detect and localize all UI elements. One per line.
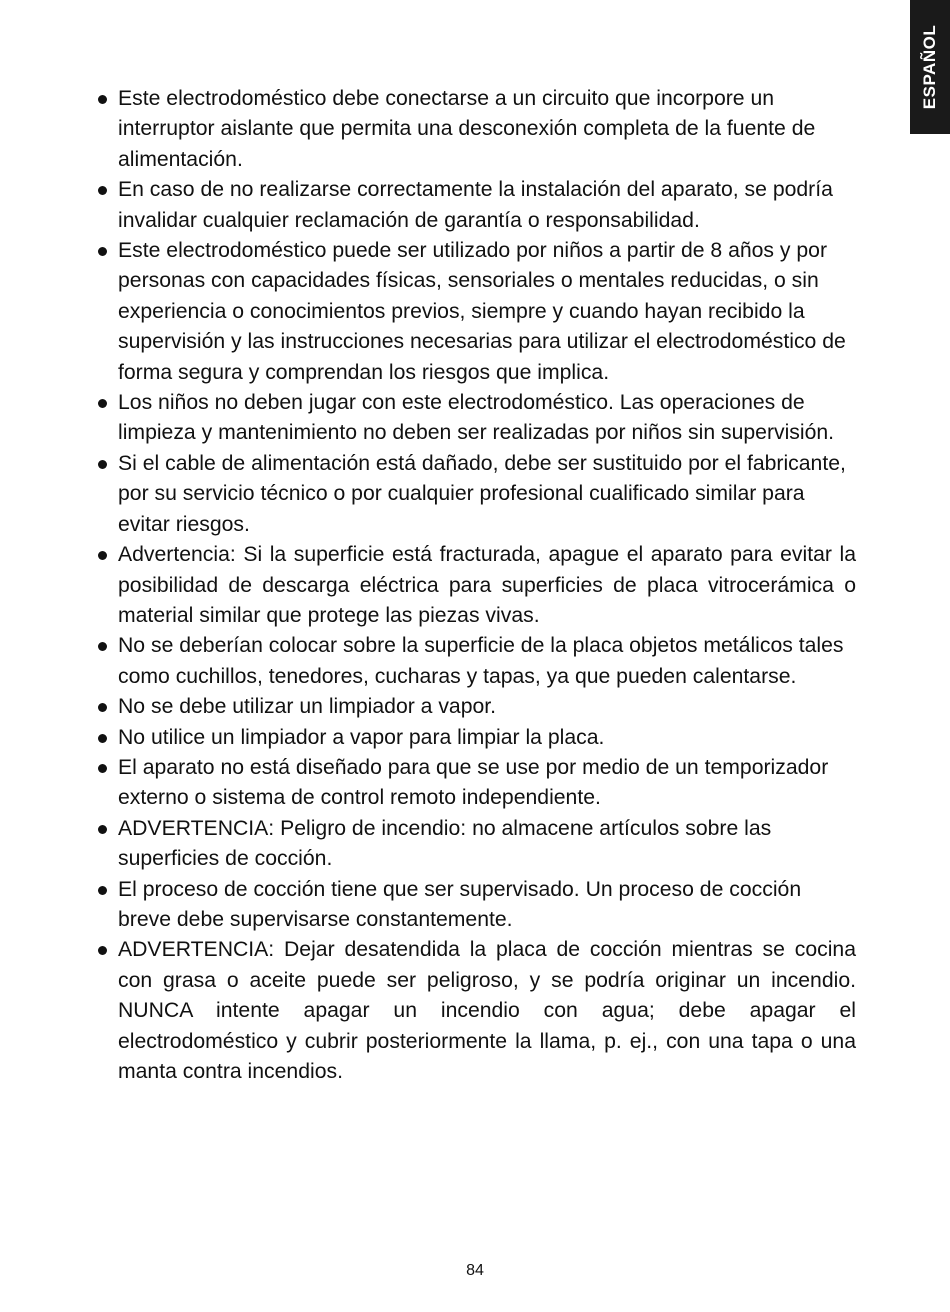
warning-text: No se debe utilizar un limpiador a vapor. <box>118 695 497 719</box>
bullet-icon <box>98 642 107 651</box>
language-tab-label: ESPAÑOL <box>920 24 940 110</box>
warning-item <box>96 814 856 875</box>
bullet-icon <box>98 186 107 195</box>
bullet-icon <box>98 460 107 469</box>
bullet-icon <box>98 399 107 408</box>
warning-text: No se deberían colocar sobre la superficie de la placa objetos metálicos tales como cuchillos, tenedores, cucharas y tapas, ya que pueden calentarse. <box>118 634 844 688</box>
bullet-icon <box>98 551 107 560</box>
warning-text: En caso de no realizarse correctamente la instalación del aparato, se podría invalidar cualquier reclamación de garantía o responsabilidad. <box>118 178 833 232</box>
warning-text: Si el cable de alimentación está dañado, debe ser sustituido por el fabricante, por su servicio técnico o por cualquier profesional cualificado similar para evitar riesgos. <box>118 451 846 536</box>
warning-item <box>96 540 856 631</box>
bullet-icon <box>98 95 107 104</box>
language-tab <box>910 0 950 134</box>
warning-text: El aparato no está diseñado para que se use por medio de un temporizador externo o sistema de control remoto independiente. <box>118 755 829 810</box>
warning-text: Este electrodoméstico puede ser utilizado por niños a partir de 8 años y por personas con capacidades físicas, sensoriales o mentales reducidas, o sin experiencia o conocimientos previos, siempre y cuando hayan recibido la supervisión y las instrucciones necesarias para utilizar el electrodoméstico de forma segura y comprendan los riesgos que implica. <box>118 239 846 384</box>
warning-text: El proceso de cocción tiene que ser supervisado. Un proceso de cocción breve debe supervisarse constantemente. <box>118 877 802 931</box>
warning-item <box>96 935 856 1087</box>
warning-item <box>96 388 856 449</box>
bullet-icon <box>98 734 107 743</box>
warning-item <box>96 753 856 814</box>
warning-list <box>96 84 856 1087</box>
warning-text: No utilice un limpiador a vapor para limpiar la placa. <box>118 725 605 749</box>
bullet-icon <box>98 247 107 256</box>
bullet-icon <box>98 764 107 773</box>
warning-item <box>96 692 856 722</box>
page-number: 84 <box>466 1262 484 1279</box>
warning-item <box>96 175 856 236</box>
bullet-icon <box>98 886 107 895</box>
warning-text: ADVERTENCIA: Peligro de incendio: no almacene artículos sobre las superficies de cocción. <box>118 816 772 871</box>
bullet-icon <box>98 703 107 712</box>
warning-text: Advertencia: Si la superficie está fracturada, apague el aparato para evitar la posibilidad de descarga eléctrica para superficies de placa vitrocerámica o material similar que protege las piezas vivas. <box>118 543 856 627</box>
warning-item <box>96 84 856 175</box>
warning-text: Los niños no deben jugar con este electrodoméstico. Las operaciones de limpieza y mantenimiento no deben ser realizadas por niños sin supervisión. <box>118 391 835 445</box>
safety-instructions <box>96 84 856 1087</box>
warning-item <box>96 723 856 753</box>
warning-item <box>96 449 856 540</box>
warning-text: ADVERTENCIA: Dejar desatendida la placa de cocción mientras se cocina con grasa o aceite puede ser peligroso, y se podría originar un incendio. NUNCA intente apagar un incendio con agua; debe apagar el electrodoméstico y cubrir posteriormente la llama, p. ej., con una tapa o una manta contra incendios. <box>118 938 856 1083</box>
warning-text: Este electrodoméstico debe conectarse a un circuito que incorpore un interruptor aislante que permita una desconexión completa de la fuente de alimentación. <box>118 87 816 171</box>
warning-item <box>96 875 856 936</box>
warning-item <box>96 236 856 388</box>
bullet-icon <box>98 946 107 955</box>
bullet-icon <box>98 825 107 834</box>
warning-item <box>96 631 856 692</box>
